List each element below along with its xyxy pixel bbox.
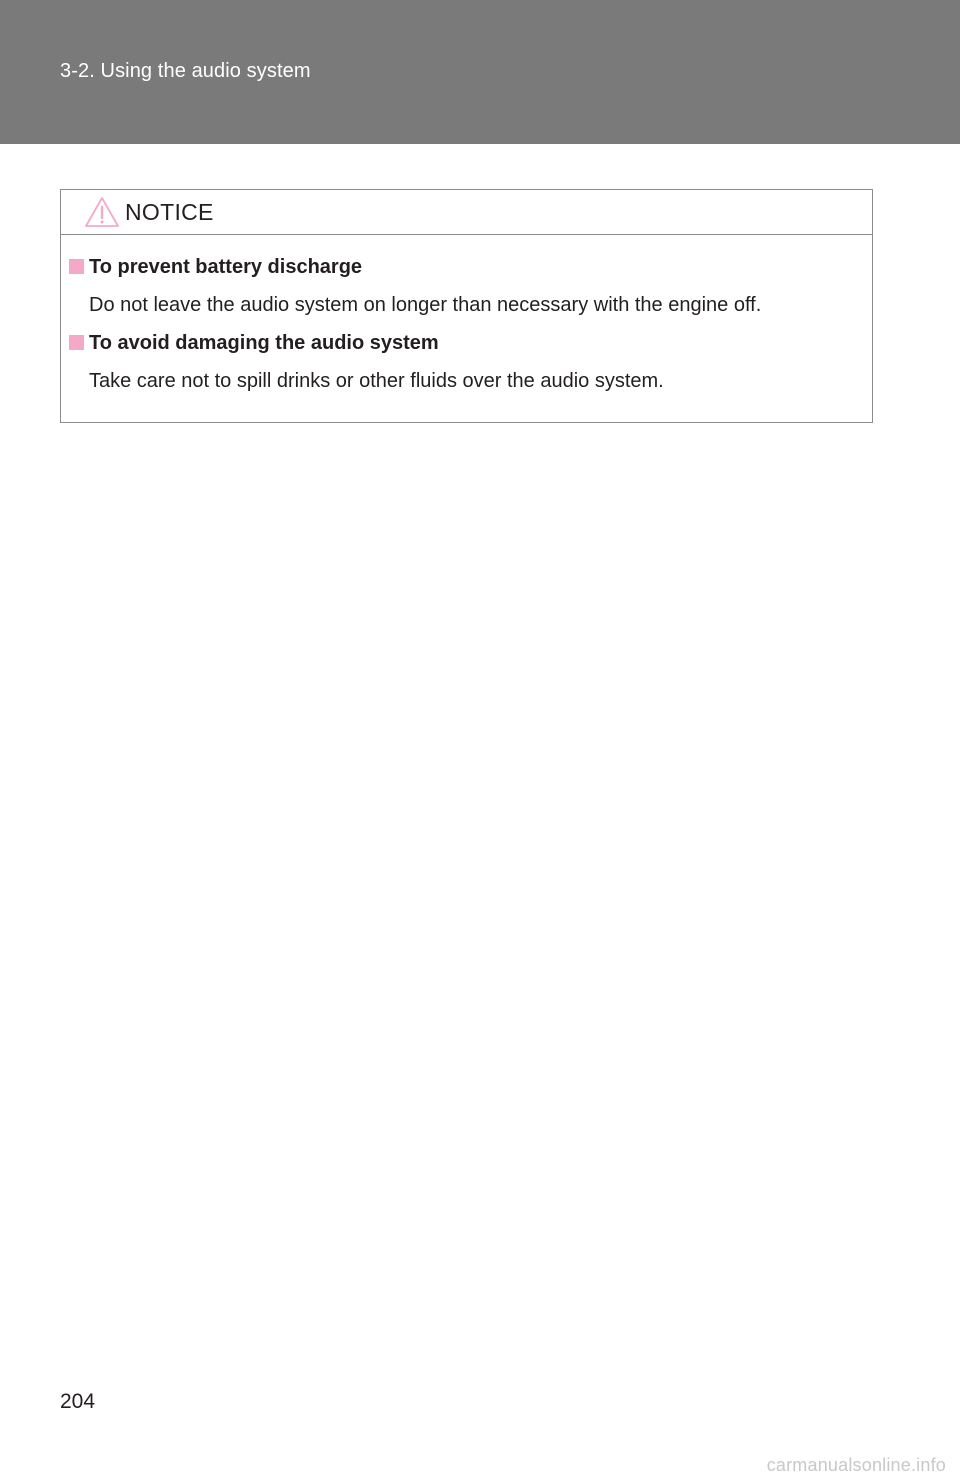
watermark: carmanualsonline.info [766,1455,946,1475]
notice-box [60,189,873,423]
notice-item-title [69,330,872,356]
square-bullet-icon [69,259,84,274]
notice-body [61,235,872,394]
notice-item [69,330,872,394]
notice-label: NOTICE [125,199,214,225]
square-bullet-icon [69,335,84,350]
header-band [0,0,960,144]
notice-item-title [69,254,872,280]
notice-item [69,254,872,318]
notice-item-title-text: To avoid damaging the audio system [89,332,439,354]
notice-item-text: Take care not to spill drinks or other fluids over the audio system. [89,370,664,392]
notice-item-text: Do not leave the audio system on longer than necessary with the engine off. [89,294,762,316]
warning-triangle-icon [84,196,120,228]
notice-header [61,190,872,235]
page-number: 204 [60,1390,96,1413]
notice-item-title-text: To prevent battery discharge [89,256,363,278]
section-title: 3-2. Using the audio system [60,60,311,82]
